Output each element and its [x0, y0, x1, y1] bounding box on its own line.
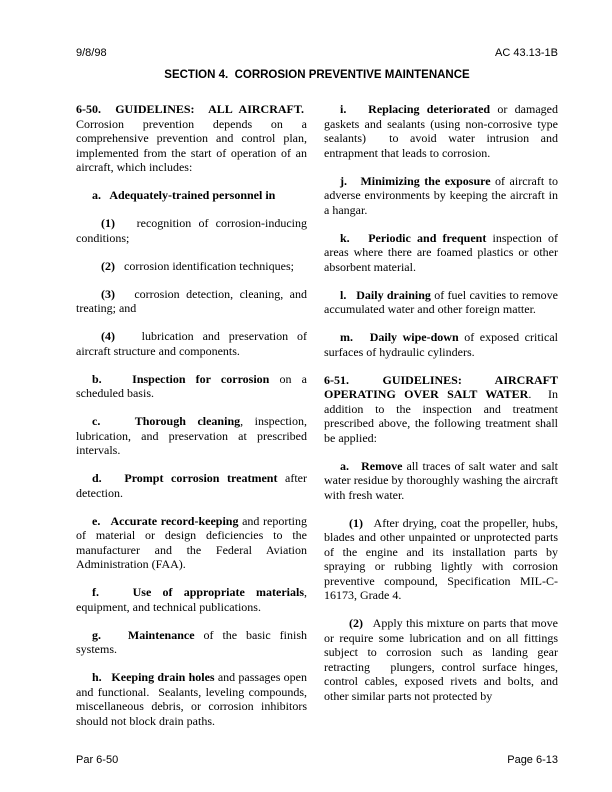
paragraph-text: corrosion detection, cleaning, and treating; and — [76, 286, 307, 315]
paragraph-text: . In addition to the inspection and treatment prescribed above, the following treatment shall be applied: — [324, 387, 558, 445]
paragraph — [324, 459, 558, 503]
paragraph-lead-bold: (2) — [349, 616, 363, 630]
paragraph-text: or damaged gaskets and sealants (using non-corrosive type sealants) to avoid water intrusion and entrapment that leads to corrosion. — [324, 102, 558, 160]
paragraph-text: recognition of corrosion-inducing conditions; — [76, 216, 307, 245]
paragraph-lead-bold: (4) — [101, 329, 115, 343]
paragraph-lead-bold: (3) — [101, 286, 115, 301]
paragraph-text: corrosion identification techniques; — [115, 258, 294, 273]
paragraph — [76, 670, 307, 728]
paragraph-text: after detection. — [76, 471, 307, 500]
paragraph — [324, 102, 558, 160]
paragraph — [76, 287, 307, 316]
column-gutter — [307, 102, 324, 728]
right-column — [324, 102, 558, 728]
paragraph — [76, 628, 307, 657]
paragraph-text: , equipment, and technical publications. — [76, 585, 307, 614]
paragraph — [76, 102, 307, 175]
content-area — [76, 102, 558, 728]
paragraph-text: and passages open and functional. Sealants, leveling compounds, miscellaneous debris, or corrosion inhibitors should not block drain paths. — [76, 670, 307, 728]
paragraph — [76, 414, 307, 458]
left-column — [76, 102, 307, 728]
paragraph-lead-bold: e. Accurate record-keeping — [92, 513, 239, 528]
footer-page-number: Page 6-13 — [507, 754, 558, 766]
paragraph-text: all traces of salt water and salt water residue by thoroughly washing the aircraft with fresh water. — [324, 458, 558, 502]
paragraph — [324, 174, 558, 218]
paragraph-text: of aircraft to adverse environments by keeping the aircraft in a hangar. — [324, 173, 558, 217]
paragraph-lead-bold: i. Replacing deteriorated — [340, 102, 491, 116]
paragraph-lead-bold: m. Daily wipe-down — [340, 330, 459, 344]
paragraph-lead-bold: a. Adequately-trained personnel in — [92, 188, 276, 202]
paragraph-text: , inspection, lubrication, and preservation at prescribed intervals. — [76, 414, 307, 457]
paragraph-text: lubrication and preservation of aircraft structure and components. — [76, 329, 307, 358]
paragraph-lead-bold: 6-50. GUIDELINES: ALL AIRCRAFT. — [76, 102, 304, 116]
paragraph — [324, 373, 558, 446]
paragraph-lead-bold: d. Prompt corrosion treatment — [92, 471, 278, 485]
paragraph-text: of the basic finish systems. — [76, 627, 307, 656]
paragraph-lead-bold: c. Thorough cleaning — [92, 414, 241, 428]
paragraph-text: After drying, coat the propeller, hubs, blades and other unpainted or unprotected parts of the engine and its installation parts by spraying or rubbing lightly with corrosion preventive compound, Specification MIL-C-16173, Grade 4. — [324, 515, 558, 602]
paragraph — [76, 216, 307, 245]
paragraph — [76, 259, 307, 274]
paragraph — [324, 231, 558, 275]
paragraph-text: of fuel cavities to remove accumulated water and other foreign matter. — [324, 287, 559, 316]
paragraph-text: inspection of areas where there are foamed plastics or other absorbent material. — [324, 230, 558, 274]
paragraph-lead-bold: h. Keeping drain holes — [92, 670, 215, 684]
paragraph-lead-bold: 6-51. GUIDELINES: AIRCRAFT OPERATING OVER SALT WATER — [324, 372, 558, 401]
paragraph — [324, 330, 558, 359]
page-header — [76, 47, 558, 59]
paragraph-lead-bold: (1) — [101, 216, 115, 230]
header-date: 9/8/98 — [76, 47, 107, 59]
paragraph — [324, 516, 558, 603]
paragraph — [76, 514, 307, 572]
paragraph-text: Corrosion prevention depends on a comprehensive prevention and control plan, implemented from the start of operation of an aircraft, which includes: — [76, 102, 307, 174]
paragraph-lead-bold: f. Use of appropriate materials — [92, 585, 304, 599]
paragraph — [76, 372, 307, 401]
footer-par-ref: Par 6-50 — [76, 754, 119, 766]
paragraph-lead-bold: b. Inspection for corrosion — [92, 371, 270, 386]
paragraph — [324, 616, 558, 703]
paragraph-text: on a scheduled basis. — [76, 371, 308, 400]
paragraph — [76, 471, 307, 500]
paragraph-lead-bold: l. Daily draining — [340, 287, 431, 302]
paragraph — [324, 288, 558, 317]
paragraph-text: Apply this mixture on parts that move or require some lubrication and on all fittings subject to corrosion such as landing gear retracting plungers, control surface hinges, control cables, exposed rivets and bolts, and other similar parts not protected by — [324, 616, 558, 703]
paragraph-lead-bold: g. Maintenance — [92, 627, 195, 642]
paragraph — [76, 188, 307, 203]
paragraph-lead-bold: (2) — [101, 258, 115, 273]
paragraph-text: and reporting of material or design deficiencies to the manufacturer and the Federal Aviation Administration (FAA). — [76, 513, 307, 571]
paragraph-lead-bold: k. Periodic and frequent — [340, 230, 487, 245]
paragraph — [76, 329, 307, 358]
page-footer — [76, 754, 558, 766]
paragraph-text: of exposed critical surfaces of hydraulic cylinders. — [324, 330, 558, 359]
header-doc-number: AC 43.13-1B — [495, 47, 558, 59]
paragraph — [76, 585, 307, 614]
section-title: SECTION 4. CORROSION PREVENTIVE MAINTENANCE — [164, 69, 470, 81]
paragraph-lead-bold: j. Minimizing the exposure — [340, 173, 491, 188]
paragraph-lead-bold: (1) — [349, 515, 363, 530]
paragraph-lead-bold: a. Remove — [340, 458, 403, 473]
